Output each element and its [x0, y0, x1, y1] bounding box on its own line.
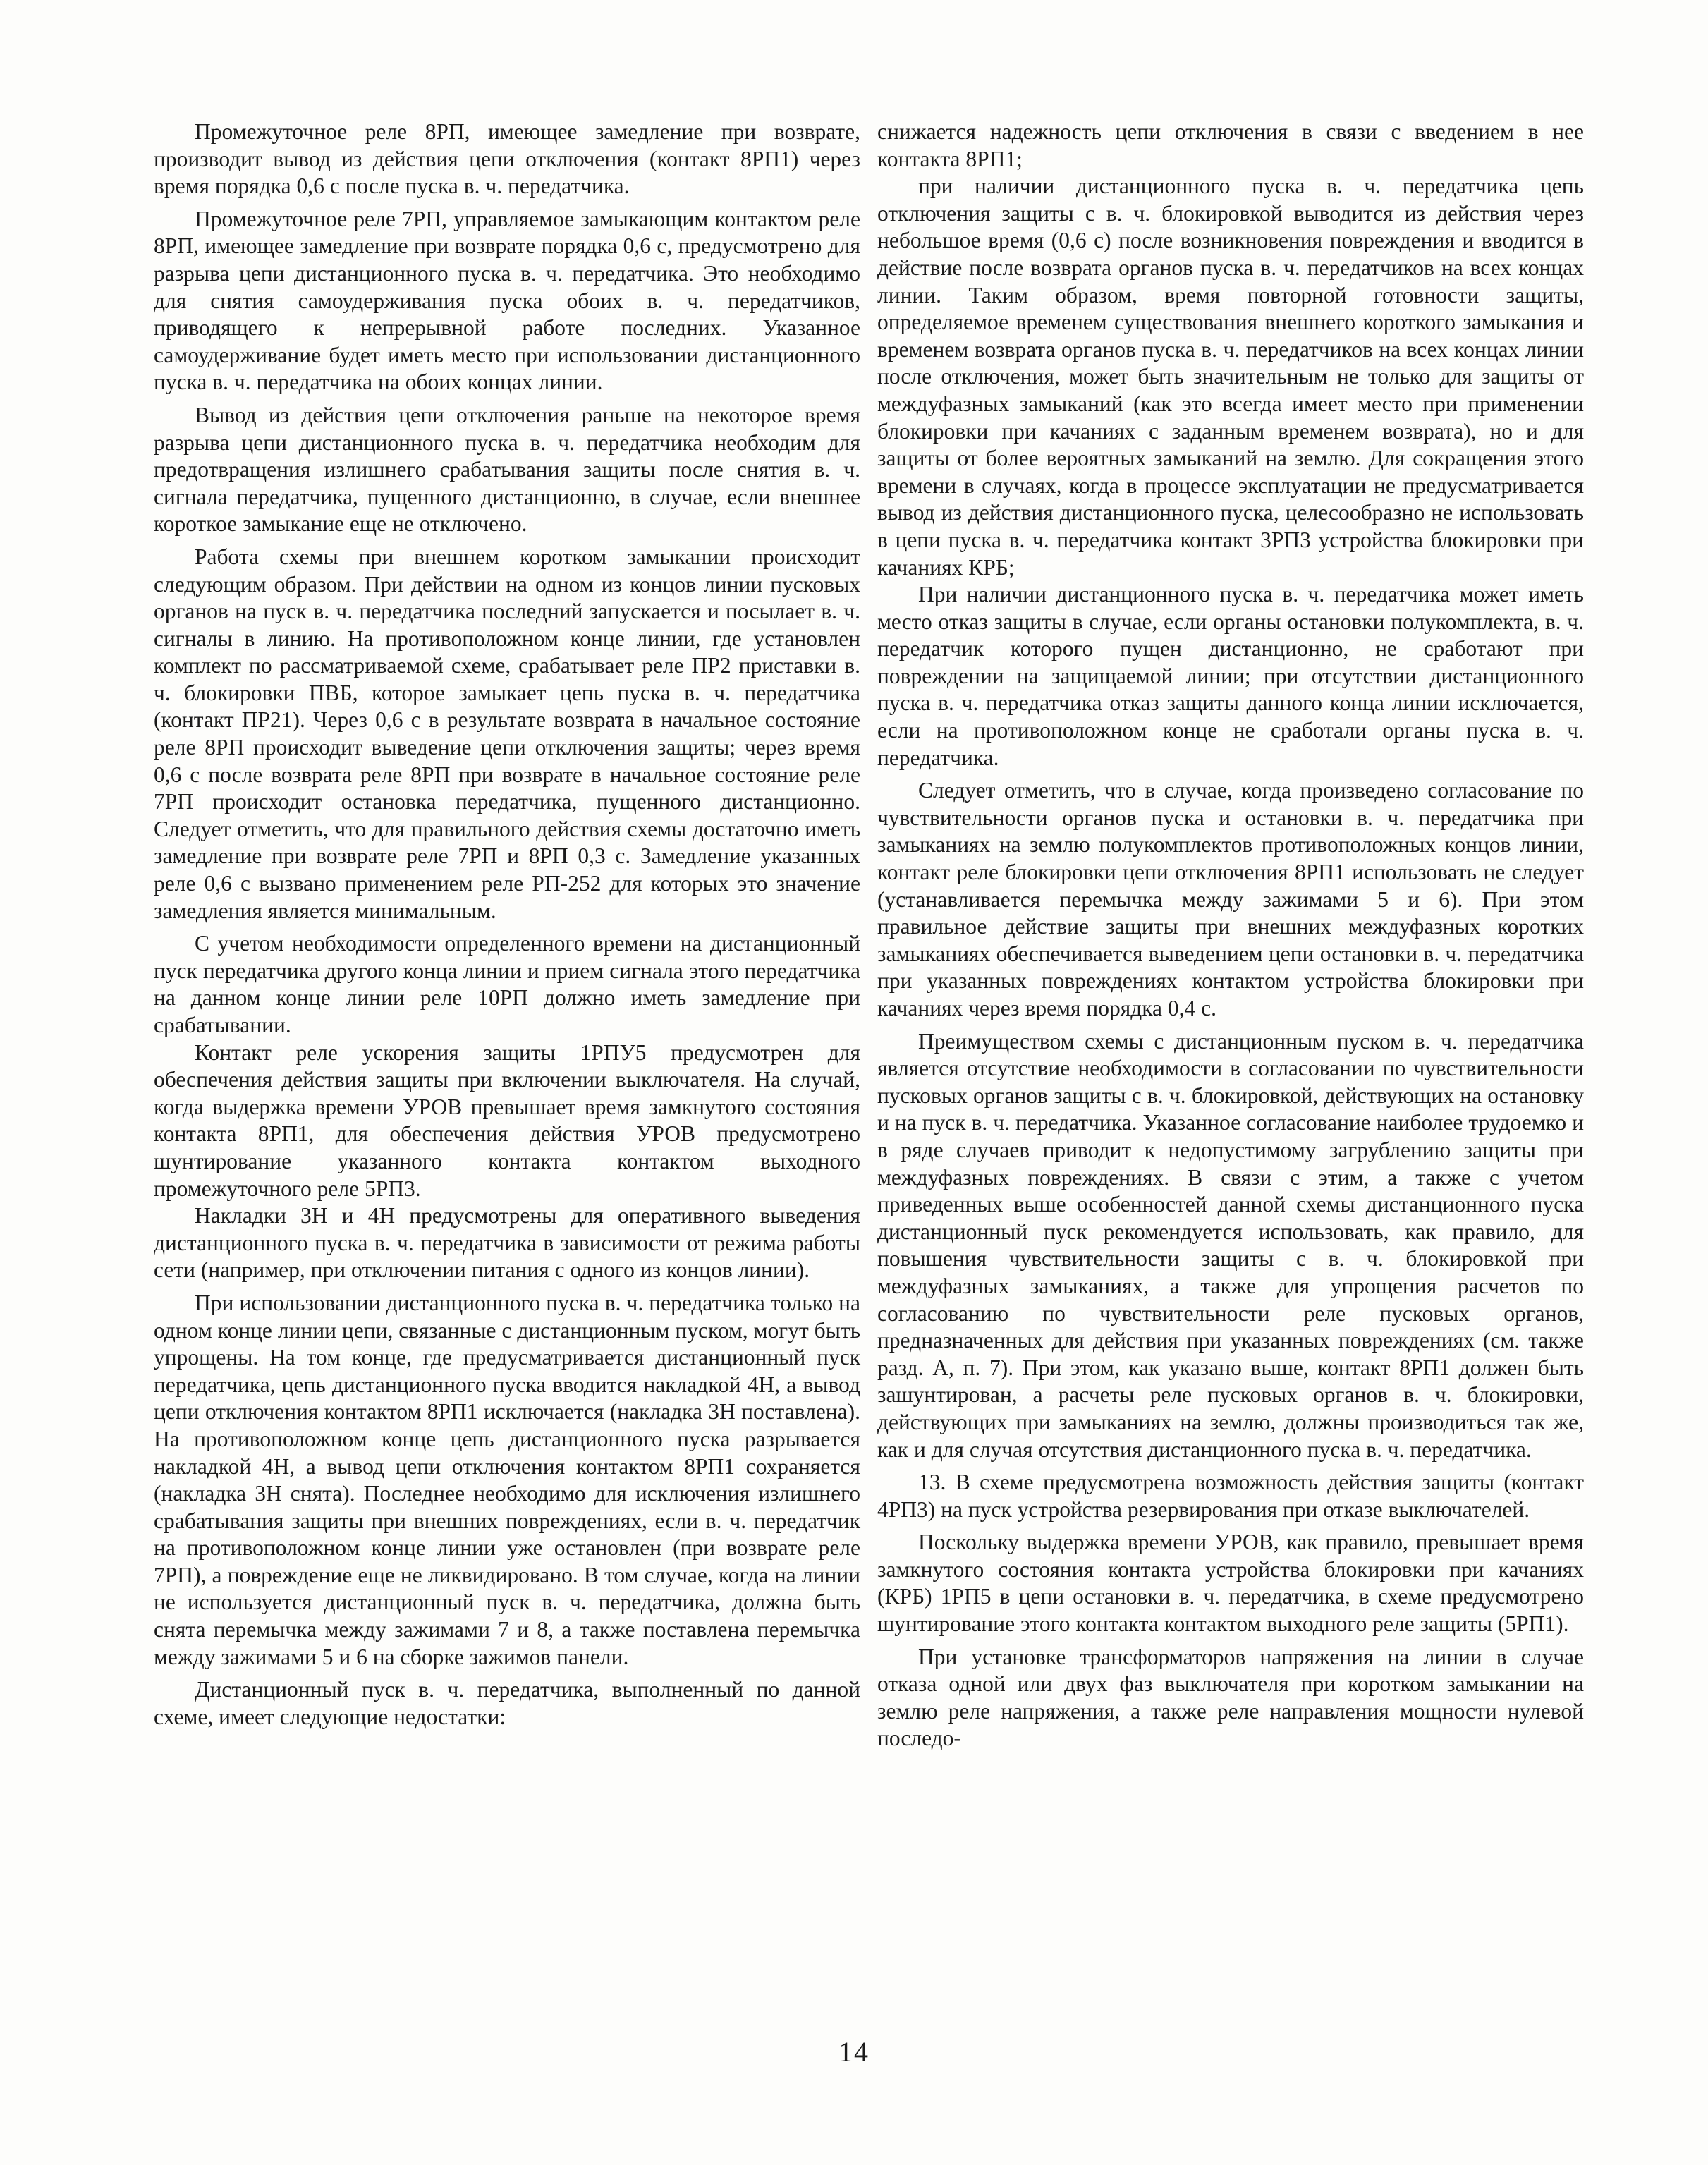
paragraph: Преимуществом схемы с дистанционным пуском в. ч. передатчика является отсутствие необходимости в согласовании по чувствительности пусковых органов защиты с в. ч. блокировкой, действующих на остановку и на пуск в. ч. передатчика. Указанное согласование наиболее трудоемко и в ряде случаев приводит к недопустимому загрублению защиты при междуфазных повреждениях. В связи с этим, а также с учетом приведенных выше особенностей данной схемы дистанционного пуска дистанционный пуск рекомендуется использовать, как правило, для повышения чувствительности защиты с в. ч. блокировкой при междуфазных замыканиях, а также для упрощения расчетов по согласованию по чувствительности реле пусковых органов, предназначенных для действия при указанных повреждениях (см. также разд. А, п. 7). При этом, как указано выше, контакт 8РП1 должен быть зашунтирован, а расчеты реле пусковых органов в. ч. блокировки, действующих при замыканиях на землю, должны производиться так же, как и для случая отсутствия дистанционного пуска в. ч. передатчика.	[877, 1028, 1584, 1462]
paragraph: С учетом необходимости определенного времени на дистанционный пуск передатчика другого конца линии и прием сигнала этого передатчика на данном конце линии реле 10РП должно иметь замедление при срабатывании.	[154, 931, 860, 1037]
paragraph: Вывод из действия цепи отключения раньше на некоторое время разрыва цепи дистанционного пуска в. ч. передатчика необходим для предотвращения излишнего срабатывания защиты после снятия в. ч. сигнала передатчика, пущенного дистанционно, в случае, если внешнее короткое замыкание еще не отключено.	[154, 402, 860, 537]
paragraph: Накладки 3Н и 4Н предусмотрены для оперативного выведения дистанционного пуска в. ч. передатчика в зависимости от режима работы сети (например, при отключении питания с одного из концов линии).	[154, 1203, 860, 1283]
paragraph: При установке трансформаторов напряжения на линии в случае отказа одной или двух фаз выключателя при коротком замыкании на землю реле напряжения, а также реле направления мощности нулевой последо-	[877, 1644, 1584, 1751]
paragraph: При наличии дистанционного пуска в. ч. передатчика может иметь место отказ защиты в случае, если органы остановки полукомплекта, в. ч. передатчик которого пущен дистанционно, не сработают при повреждении на защищаемой линии; при отсутствии дистанционного пуска в. ч. передатчика отказ защиты данного конца линии исключается, если на противоположном конце не сработали органы пуска в. ч. передатчика.	[877, 582, 1584, 770]
paragraph: Дистанционный пуск в. ч. передатчика, выполненный по данной схеме, имеет следующие недостатки:	[154, 1677, 860, 1729]
paragraph: Следует отметить, что в случае, когда произведено согласование по чувствительности органов пуска и остановки в. ч. передатчика при замыканиях на землю полукомплектов противоположных концов линии, контакт реле блокировки цепи отключения 8РП1 использовать не следует (устанавливается перемычка между зажимами 5 и 6). При этом правильное действие защиты при внешних междуфазных коротких замыканиях обеспечивается выведением цепи остановки в. ч. передатчика при указанных повреждениях контактом устройства блокировки при качаниях через время порядка 0,4 с.	[877, 778, 1584, 1020]
paragraph: Контакт реле ускорения защиты 1РПУ5 предусмотрен для обеспечения действия защиты при включении выключателя. На случай, когда выдержка времени УРОВ превышает время замкнутого состояния контакта 8РП1, для обеспечения действия УРОВ предусмотрено шунтирование указанного контакта контактом выходного промежуточного реле 5РП3.	[154, 1039, 860, 1201]
left-text-column	[154, 118, 860, 1736]
paragraph: Промежуточное реле 8РП, имеющее замедление при возврате, производит вывод из действия цепи отключения (контакт 8РП1) через время порядка 0,6 с после пуска в. ч. передатчика.	[154, 119, 860, 199]
page-number: 14	[838, 2036, 870, 2068]
paragraph: Промежуточное реле 7РП, управляемое замыкающим контактом реле 8РП, имеющее замедление при возврате порядка 0,6 с, предусмотрено для разрыва цепи дистанционного пуска в. ч. передатчика. Это необходимо для снятия самоудерживания пуска обоих в. ч. передатчиков, приводящего к непрерывной работе последних. Указанное самоудерживание будет иметь место при использовании дистанционного пуска в. ч. передатчика на обоих концах линии.	[154, 206, 860, 395]
paragraph: Работа схемы при внешнем коротком замыкании происходит следующим образом. При действии на одном из концов линии пусковых органов на пуск в. ч. передатчика последний запускается и посылает в. ч. сигналы в линию. На противоположном конце линии, где установлен комплект по рассматриваемой схеме, срабатывает реле ПР2 приставки в. ч. блокировки ПВБ, которое замыкает цепь пуска в. ч. передатчика (контакт ПР21). Через 0,6 с в результате возврата в начальное состояние реле 8РП происходит выведение цепи отключения защиты; через время 0,6 с после возврата реле 8РП при возврате в начальное состояние реле 7РП происходит остановка передатчика, пущенного дистанционно. Следует отметить, что для правильного действия схемы достаточно иметь замедление при возврате реле 7РП и 8РП 0,3 с. Замедление указанных реле 0,6 с вызвано применением реле РП-252 для которых это значение замедления является минимальным.	[154, 544, 860, 923]
paragraph: 13. В схеме предусмотрена возможность действия защиты (контакт 4РП3) на пуск устройства резервирования при отказе выключателей.	[877, 1470, 1584, 1522]
paragraph: При использовании дистанционного пуска в. ч. передатчика только на одном конце линии цепи, связанные с дистанционным пуском, могут быть упрощены. На том конце, где предусматривается дистанционный пуск передатчика, цепь дистанционного пуска вводится накладкой 4Н, а вывод цепи отключения контактом 8РП1 исключается (накладка 3Н поставлена). На противоположном конце цепь дистанционного пуска разрывается накладкой 4Н, а вывод цепи отключения контактом 8РП1 сохраняется (накладка 3Н снята). Последнее необходимо для исключения излишнего срабатывания защиты при внешних повреждениях, если в. ч. передатчик на противоположном конце линии уже остановлен (при возврате реле 7РП), а повреждение еще не ликвидировано. В том случае, когда на линии не используется дистанционный пуск в. ч. передатчика, должна быть снята перемычка между зажимами 7 и 8, а также поставлена перемычка между зажимами 5 и 6 на сборке зажимов панели.	[154, 1290, 860, 1669]
paragraph: снижается надежность цепи отключения в связи с введением в нее контакта 8РП1;	[877, 119, 1584, 171]
paragraph: при наличии дистанционного пуска в. ч. передатчика цепь отключения защиты с в. ч. блокировкой выводится из действия через небольшое время (0,6 с) после возникновения повреждения и вводится в действие после возврата органов пуска в. ч. передатчиков на всех концах линии. Таким образом, время повторной готовности защиты, определяемое временем существования внешнего короткого замыкания и временем возврата органов пуска в. ч. передатчиков на всех концах линии после отключения, может быть значительным не только для защиты от междуфазных замыканий (как это всегда имеет место при применении блокировки при качаниях с заданным временем возврата), но и для защиты от более вероятных замыканий на землю. Для сокращения этого времени в случаях, когда в процессе эксплуатации не предусматривается вывод из действия дистанционного пуска, целесообразно не использовать в цепи пуска в. ч. передатчика контакт 3РП3 устройства блокировки при качаниях КРБ;	[877, 173, 1584, 580]
right-text-column	[877, 118, 1584, 1758]
paragraph: Поскольку выдержка времени УРОВ, как правило, превышает время замкнутого состояния контакта устройства блокировки при качаниях (КРБ) 1РП5 в цепи остановки в. ч. передатчика, в схеме предусмотрено шунтирование этого контакта контактом выходного реле защиты (5РП1).	[877, 1530, 1584, 1637]
